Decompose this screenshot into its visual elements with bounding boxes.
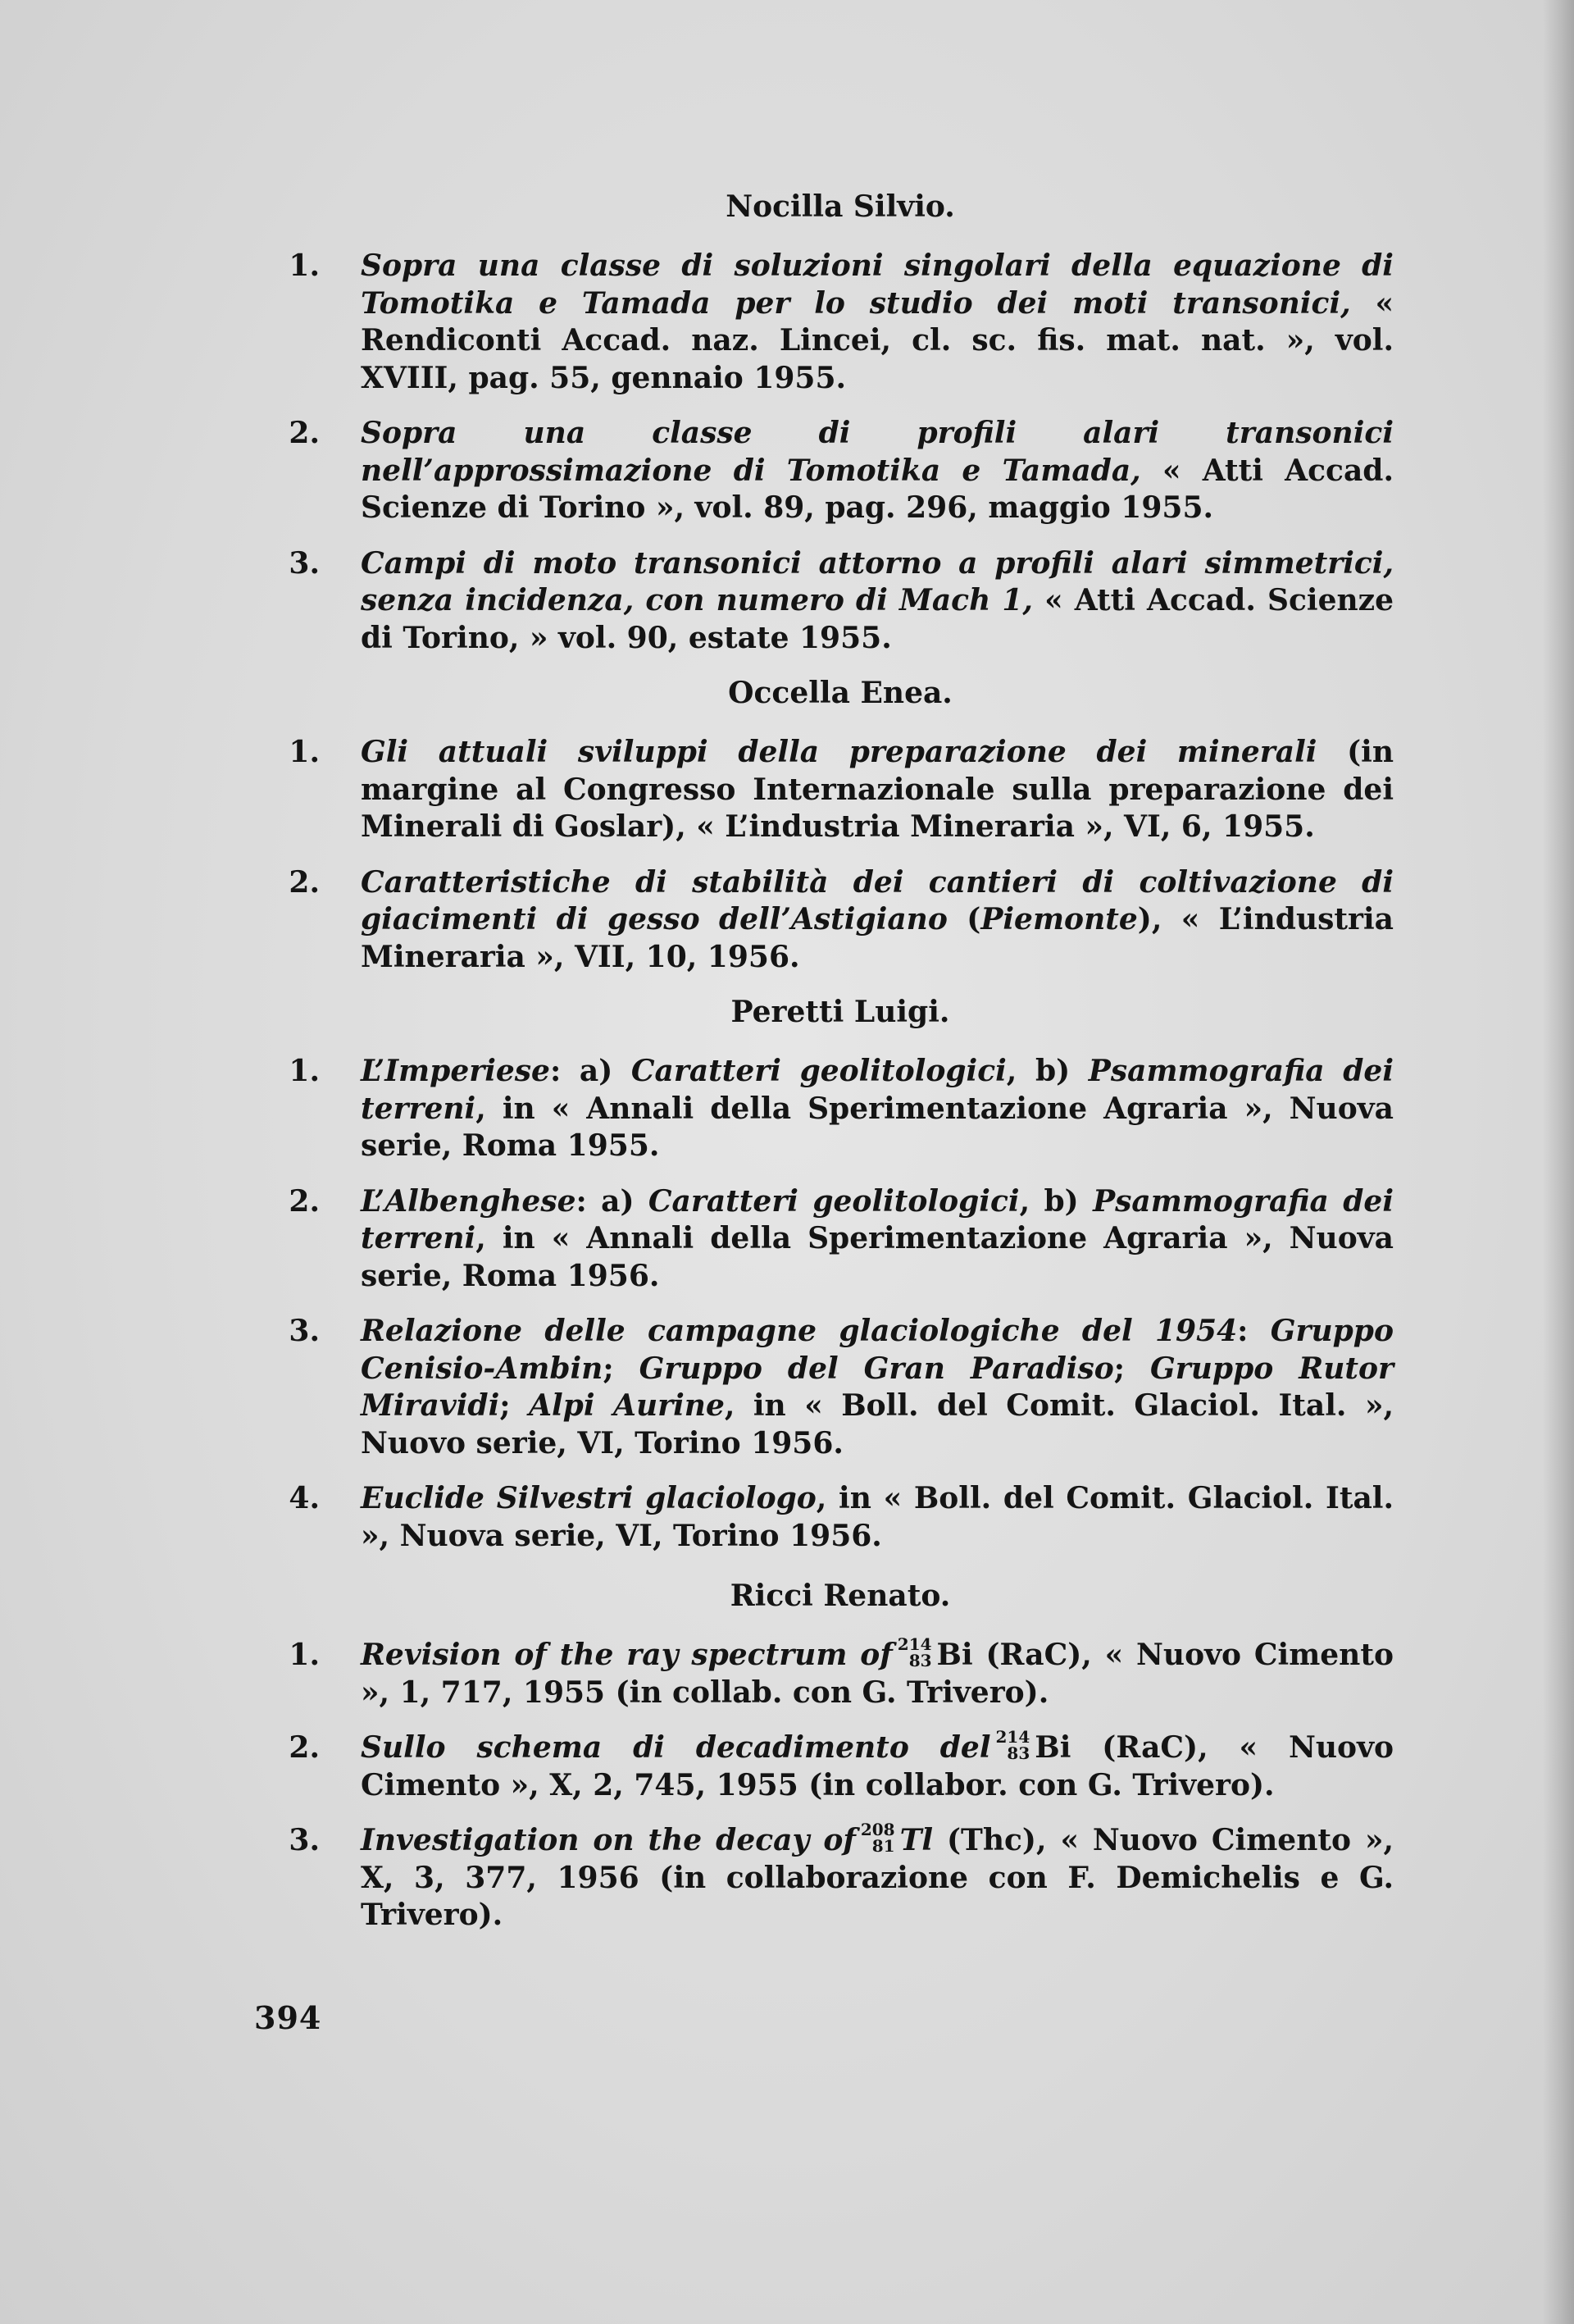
entry-text-run: , in « Annali della Sperimentazione Agraria », Nuova serie, Roma 1955. <box>361 1091 1394 1163</box>
entry-text-run: , in « Boll. del Comit. Glaciol. Ital. », Nuova serie, VI, Torino 1956. <box>361 1481 1394 1553</box>
author-heading: Ricci Renato. <box>730 1579 951 1613</box>
entry-citation: « Atti Accad. Scienze di Torino », vol. 89, pag. 296, maggio 1955. <box>361 453 1394 525</box>
bibliography-entry <box>271 1822 1394 1934</box>
entry-italic-run: Gruppo del Gran Paradiso <box>639 1351 1114 1386</box>
entry-text-run: ; <box>1113 1351 1151 1386</box>
bibliography-entry <box>271 734 1394 846</box>
entry-text-run: : a) <box>549 1054 631 1088</box>
entry-text <box>361 1184 1394 1293</box>
entry-text <box>361 416 1394 525</box>
entry-citation: (RaC), « Nuovo Cimento », 1, 717, 1955 (in collab. con G. Trivero). <box>361 1638 1394 1710</box>
entry-text <box>361 1634 1394 1710</box>
bibliography-entry <box>271 1480 1394 1555</box>
entry-text <box>361 546 1394 655</box>
isotope-mass-number: 208 <box>860 1820 895 1839</box>
isotope-notation <box>861 1821 895 1854</box>
entry-title: Sopra una classe di profili alari transonici nell’approssimazione di Tomotika e Tamada, <box>361 416 1394 488</box>
entry-number: 2. <box>289 416 320 450</box>
bibliography-entry <box>271 1313 1394 1462</box>
isotope-mass-number: 214 <box>995 1727 1030 1747</box>
element-symbol: Tl <box>899 1823 934 1857</box>
entry-citation: (in margine al Congresso Internazionale sulla preparazione dei Minerali di Goslar), « L’industria Mineraria », VI, 6, 1955. <box>361 735 1394 844</box>
entry-number: 1. <box>289 1638 320 1672</box>
entry-number: 1. <box>289 735 320 769</box>
entry-number: 2. <box>289 1183 320 1219</box>
entry-title: Gli attuali sviluppi della preparazione dei minerali <box>361 735 1317 769</box>
entry-italic-run: L’Imperiese <box>361 1054 550 1088</box>
entry-number: 3. <box>289 1823 320 1857</box>
entry-italic-run: Psammografia dei terreni <box>361 1054 1394 1126</box>
element-symbol: Bi <box>1035 1730 1071 1765</box>
entry-title: Revision of the ray spectrum of <box>361 1638 893 1672</box>
entry-number: 4. <box>289 1481 320 1515</box>
entry-title: Sopra una classe di soluzioni singolari della equazione di Tomotika e Tamada per lo studio dei moti transonici, <box>361 248 1394 321</box>
bibliography-entry <box>271 864 1394 977</box>
isotope-atomic-number: 83 <box>1007 1743 1030 1763</box>
entry-italic-run: Caratteri geolitologici <box>648 1183 1020 1219</box>
entry-italic-run: Psammografia dei terreni <box>361 1183 1394 1255</box>
page-number: 394 <box>254 1999 322 2036</box>
isotope-notation <box>996 1729 1030 1761</box>
entry-text-run: , in « Annali della Sperimentazione Agraria », Nuova serie, Roma 1956. <box>361 1221 1394 1293</box>
entry-text-run: : <box>1237 1314 1271 1348</box>
bibliography-entry <box>271 1729 1394 1804</box>
entry-citation: ), « L’industria Mineraria », VII, 10, 1956. <box>361 902 1394 974</box>
entry-text-run: : a) <box>575 1183 648 1219</box>
isotope-atomic-number: 83 <box>908 1651 932 1670</box>
entry-number: 3. <box>289 1314 320 1348</box>
entry-text <box>361 1054 1394 1163</box>
isotope-mass-number: 214 <box>897 1634 932 1654</box>
entry-italic-run: Euclide Silvestri glaciologo <box>361 1481 817 1515</box>
entry-italic-run: Alpi Aurine <box>529 1388 725 1423</box>
entry-text-run: ; <box>499 1388 530 1423</box>
entry-text-run: , b) <box>1006 1054 1089 1088</box>
bibliography-entry <box>271 545 1394 658</box>
entry-title: Campi di moto transonici attorno a profili alari simmetrici, senza incidenza, con numero di Mach 1, <box>361 545 1394 617</box>
entry-italic-run: Gruppo Cenisio-Ambin <box>361 1314 1394 1386</box>
entry-number: 1. <box>289 1054 320 1088</box>
bibliography-entry <box>271 248 1394 397</box>
entry-number: 2. <box>289 1730 320 1765</box>
entry-text <box>361 248 1394 395</box>
entry-text-run: , in « Boll. del Comit. Glaciol. Ital. », Nuovo serie, VI, Torino 1956. <box>361 1388 1394 1460</box>
entry-italic-run: Caratteri geolitologici <box>630 1054 1007 1088</box>
author-heading: Nocilla Silvio. <box>726 189 955 224</box>
entry-text <box>361 1481 1394 1553</box>
entry-text <box>361 1314 1394 1460</box>
page-edge-shadow <box>1543 0 1574 2324</box>
author-heading: Peretti Luigi. <box>730 995 950 1029</box>
author-heading: Occella Enea. <box>728 676 953 710</box>
isotope-notation <box>898 1636 932 1669</box>
element-symbol: Bi <box>936 1638 973 1672</box>
entry-region: Piemonte <box>980 902 1138 936</box>
entry-text <box>361 735 1394 844</box>
entry-text <box>361 1727 1394 1802</box>
bibliography-entry <box>271 1053 1394 1165</box>
entry-text <box>361 1820 1394 1932</box>
entry-text-run: ; <box>603 1351 639 1386</box>
entry-citation: (RaC), « Nuovo Cimento », X, 2, 745, 1955 (in collabor. con G. Trivero). <box>361 1730 1394 1802</box>
isotope-atomic-number: 81 <box>871 1836 895 1856</box>
entry-citation: (Thc), « Nuovo Cimento », X, 3, 377, 1956 (in collaborazione con F. Demichelis e G. Trivero). <box>361 1823 1394 1932</box>
bibliography-entry <box>271 415 1394 527</box>
entry-italic-run: L’Albenghese <box>361 1183 576 1219</box>
entry-title: Caratteristiche di stabilità dei cantieri di coltivazione di giacimenti di gesso dell’Astigiano <box>361 864 1394 936</box>
entry-paren-open: ( <box>947 902 981 936</box>
bibliography-entry <box>271 1183 1394 1296</box>
entry-title: Investigation on the decay of <box>361 1823 856 1857</box>
entry-number: 3. <box>289 545 320 581</box>
entry-text <box>361 865 1394 974</box>
entry-italic-run: Gruppo Rutor Miravidi <box>361 1351 1394 1423</box>
bibliography-text <box>271 189 1394 1953</box>
bibliography-entry <box>271 1634 1394 1711</box>
entry-citation: « Rendiconti Accad. naz. Lincei, cl. sc. fis. mat. nat. », vol. XVIII, pag. 55, gennaio 1955. <box>361 285 1394 395</box>
entry-citation: « Atti Accad. Scienze di Torino, » vol. 90, estate 1955. <box>361 583 1394 655</box>
entry-text-run: , b) <box>1019 1183 1094 1219</box>
entry-number: 1. <box>289 248 320 283</box>
entry-title: Sullo schema di decadimento del <box>361 1730 991 1765</box>
entry-italic-run: Relazione delle campagne glaciologiche del 1954 <box>361 1314 1238 1348</box>
entry-number: 2. <box>289 864 320 900</box>
